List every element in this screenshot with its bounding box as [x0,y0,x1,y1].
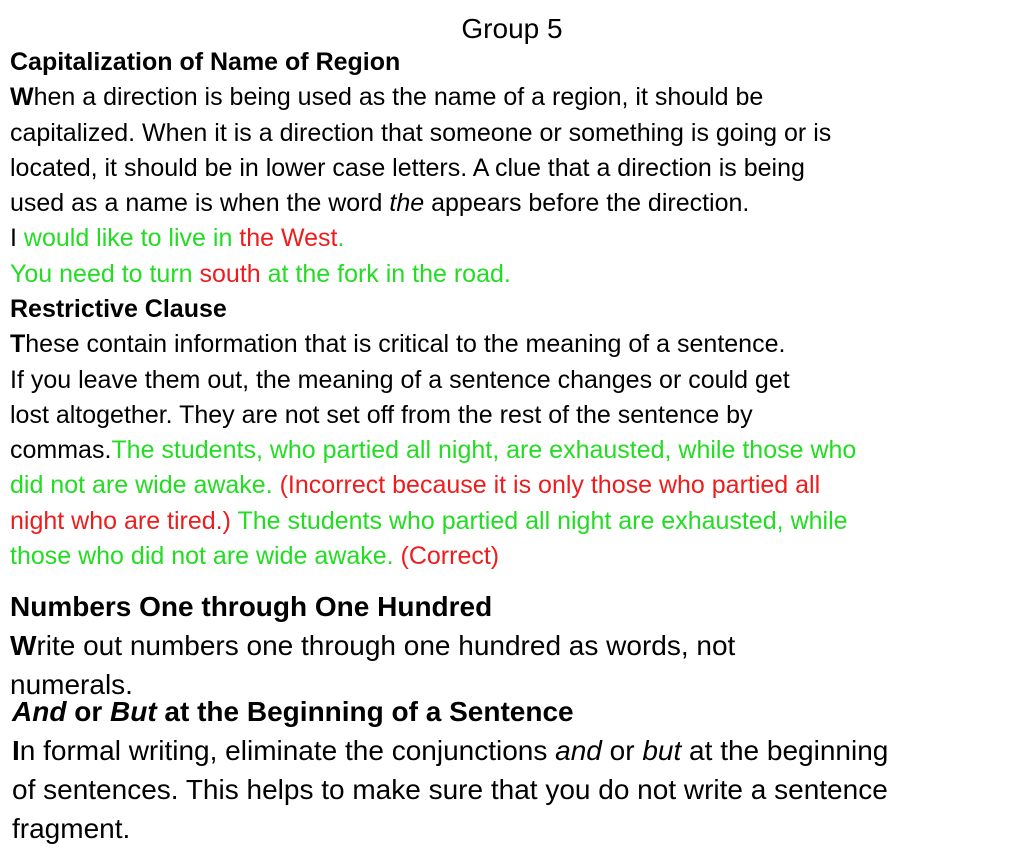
section-heading [12,692,888,731]
emphasis-text: and [555,735,602,766]
initial-letter: T [10,330,26,359]
section-restrictive-clause [10,292,856,574]
example-line [10,468,856,503]
body-text: rite out numbers one through one hundred as words, not [36,630,736,661]
body-text: hen a direction is being used as the name of a region, it should be [33,83,764,112]
initial-letter: I [12,735,20,766]
highlight-text: night who are tired.) [10,506,231,535]
initial-letter: W [10,83,34,112]
body-text: at the beginning [681,735,889,766]
body-line: If you leave them out, the meaning of a sentence changes or could get [10,365,790,394]
emphasis-text: but [642,735,682,766]
example-line [10,257,831,292]
body-line: lost altogether. They are not set off from the rest of the sentence by [10,400,753,429]
highlight-text: (Incorrect because it is only those who partied all [279,471,821,500]
body-line [12,731,888,770]
example-line [10,504,856,539]
example-line [10,221,831,256]
section-capitalization [10,45,831,292]
example-text: You need to turn [10,259,200,288]
heading-text: at the Beginning of a Sentence [156,696,574,727]
body-line: of sentences. This helps to make sure that you do not write a sentence [12,774,888,805]
example-text: The students who partied all night are exhausted, while [230,506,848,535]
section-heading: Capitalization of Name of Region [10,48,401,76]
body-line: numerals. [10,669,133,700]
section-numbers [10,587,735,704]
body-line: fragment. [12,813,131,844]
example-text: I [10,224,24,253]
example-text: at the fork in the road. [260,259,511,288]
body-text: or [601,735,643,766]
emphasis-text: the [389,189,425,218]
body-line [10,327,856,362]
section-heading: Numbers One through One Hundred [10,591,493,622]
heading-text: or [66,696,110,727]
body-line [10,626,735,665]
example-text: . [337,224,345,253]
body-line: located, it should be in lower case letters. A clue that a direction is being [10,153,805,182]
body-line [10,80,831,115]
body-text: n formal writing, eliminate the conjunctions [19,735,556,766]
body-text: commas. [10,436,112,465]
example-text: did not are wide awake. [10,471,280,500]
body-text: hese contain information that is critical to the meaning of a sentence. [25,330,786,359]
body-text: used as a name is when the word [10,189,390,218]
slide-title: Group 5 [461,13,563,44]
section-heading: Restrictive Clause [10,295,227,323]
example-text: would like to live in [23,224,240,253]
example-text: The students, who partied all night, are exhausted, while those who [111,436,857,465]
highlight-text: south [199,259,261,288]
body-line [10,433,856,468]
highlight-text: the West [239,224,338,253]
example-line [10,539,856,574]
example-text: those who did not are wide awake. [10,542,401,571]
heading-emphasis: And [12,696,67,727]
highlight-text: (Correct) [400,542,500,571]
body-text: appears before the direction. [424,189,750,218]
section-and-but [12,692,888,848]
heading-emphasis: But [110,696,157,727]
body-line [10,186,831,221]
body-line: capitalized. When it is a direction that someone or something is going or is [10,118,832,147]
initial-letter: W [10,630,37,661]
